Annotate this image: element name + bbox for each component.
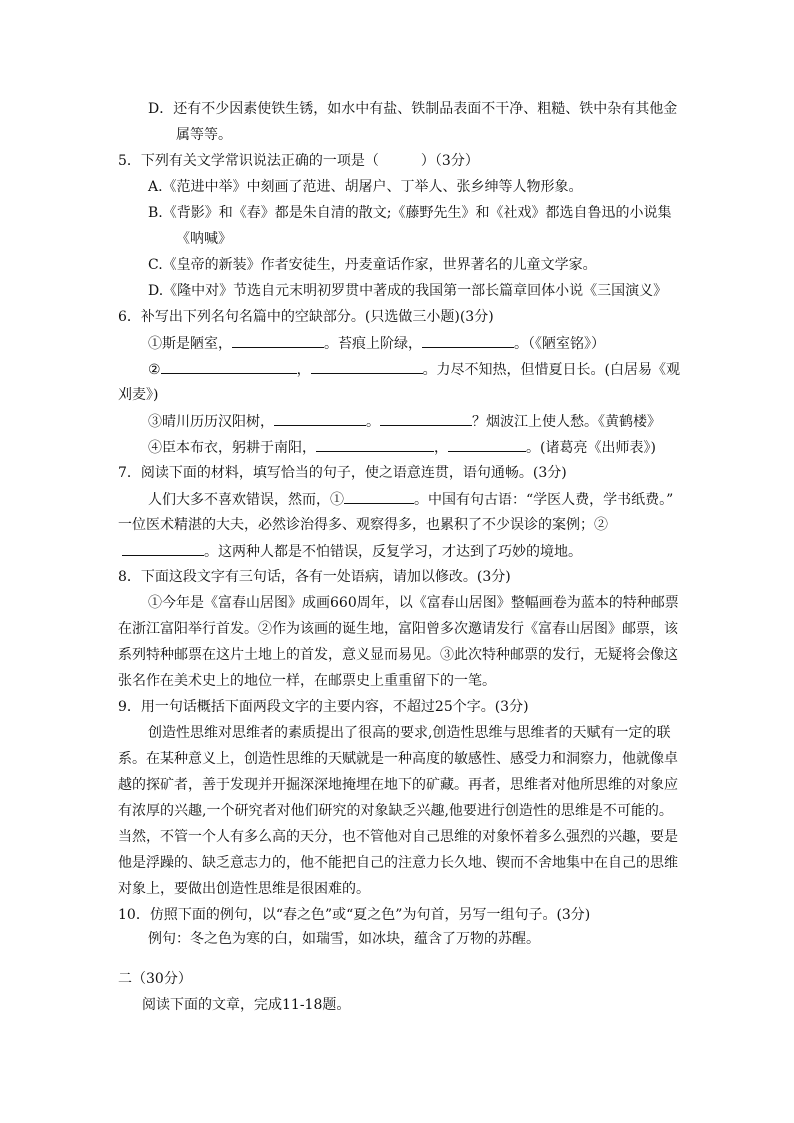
q6-item-3-part-c: ？烟波江上使人愁。《黄鹤楼》 bbox=[472, 414, 661, 430]
q4-option-d-line1: D．还有不少因素使铁生锈，如水中有盐、铁制品表面不干净、粗糙、铁中杂有其他金 bbox=[148, 101, 678, 117]
q10-example: 例句：冬之色为寒的白，如瑞雪，如冰块，蕴含了万物的苏醒。 bbox=[148, 931, 540, 947]
q6-item-3-part-a: ③晴川历历汉阳树， bbox=[148, 414, 274, 430]
q6-item-1-part-a: ①斯是陋室， bbox=[148, 336, 232, 352]
q8-line1: ①今年是《富春山居图》成画660周年，以《富春山居图》整幅画卷为蓝本的特种邮票 bbox=[148, 595, 679, 611]
q8-stem: 8．下面这段文字有三句话，各有一处语病，请加以修改。(3分) bbox=[118, 569, 511, 585]
q7-part-c: 。这两种人都是不怕错误，反复学习，才达到了巧妙的境地。 bbox=[204, 544, 582, 560]
q5-option-b-line2: 《呐喊》 bbox=[176, 231, 232, 247]
q5-option-d: D.《隆中对》节选自元末明初罗贯中著成的我国第一部长篇章回体小说《三国演义》 bbox=[148, 283, 668, 299]
q6-item-2-part-d: 刈麦》) bbox=[118, 387, 159, 403]
q5-option-b-line1: B.《背影》和《春》都是朱自清的散文;《藤野先生》和《社戏》都选自鲁迅的小说集 bbox=[148, 205, 672, 221]
q7-blank-2[interactable] bbox=[122, 541, 204, 556]
q6-item-2-part-b: ， bbox=[296, 362, 311, 378]
q6-item-2-part-c: 。力尽不知热，但惜夏日长。(白居易《观 bbox=[422, 362, 681, 378]
q6-item-2-blank-1[interactable] bbox=[161, 359, 297, 374]
q9-line5: 当然，不管一个人有多么高的天分，也不管他对自己思维的对象怀着多么强烈的兴趣，要是 bbox=[118, 829, 678, 845]
q6-item-3-part-b: 。 bbox=[366, 414, 380, 430]
q6-item-4-blank-2[interactable] bbox=[448, 437, 526, 452]
q5-option-a: A.《范进中举》中刻画了范进、胡屠户、丁举人、张乡绅等人物形象。 bbox=[148, 179, 583, 195]
q10-stem: 10．仿照下面的例句，以“春之色”或“夏之色”为句首，另写一组句子。(3分) bbox=[118, 907, 591, 923]
q9-line4: 有浓厚的兴趣,一个研究者对他们研究的对象缺乏兴趣,他要进行创造性的思维是不可能的。 bbox=[118, 803, 673, 819]
q6-item-4-part-a: ④臣本布衣，躬耕于南阳， bbox=[148, 440, 316, 456]
q6-stem: 6．补写出下列名句名篇中的空缺部分。(只选做三小题)(3分) bbox=[118, 309, 494, 325]
q8-line4: 张名作在美术史上的地位一样，在邮票史上重重留下的一笔。 bbox=[118, 673, 496, 689]
q9-line1: 创造性思维对思维者的素质提出了很高的要求,创造性思维与思维者的天赋有一定的联 bbox=[148, 725, 671, 741]
q6-item-1-blank-2[interactable] bbox=[422, 333, 514, 348]
q5-option-c: C.《皇帝的新装》作者安徒生，丹麦童话作家，世界著名的儿童文学家。 bbox=[148, 257, 597, 273]
section-2-intro: 阅读下面的文章，完成11-18题。 bbox=[142, 997, 351, 1013]
q7-blank-1[interactable] bbox=[344, 489, 414, 504]
q6-item-3 bbox=[148, 411, 661, 432]
q7-part-a: 人们大多不喜欢错误，然而，① bbox=[148, 492, 344, 508]
q6-item-2-part-a: ② bbox=[148, 362, 161, 378]
q6-item-3-blank-1[interactable] bbox=[274, 411, 366, 426]
q6-item-1-part-c: 。（《陋室铭》） bbox=[514, 336, 605, 352]
q8-line2: 在浙江富阳举行首发。②作为该画的诞生地，富阳曾多次邀请发行《富春山居图》邮票，该 bbox=[118, 621, 678, 637]
q7-part-b: 。中国有句古语：“学医人费，学书纸费。” bbox=[414, 492, 674, 508]
q7-stem: 7．阅读下面的材料，填写恰当的句子，使之语意连贯，语句通畅。(3分) bbox=[118, 465, 567, 481]
q9-line2: 系。在某种意义上，创造性思维的天赋就是一种高度的敏感性、感受力和洞察力，他就像卓 bbox=[118, 751, 678, 767]
q7-para-line2: 一位医术精湛的大夫，必然诊治得多、观察得多，也累积了不少误诊的案例；② bbox=[118, 517, 608, 533]
q9-line6: 他是浮躁的、缺乏意志力的，他不能把自己的注意力长久地、锲而不舍地集中在自己的思维 bbox=[118, 855, 678, 871]
q6-item-1-part-b: 。苔痕上阶绿， bbox=[324, 336, 422, 352]
q6-item-4-part-b: ， bbox=[434, 440, 448, 456]
q6-item-1 bbox=[148, 333, 605, 354]
q7-para-line3 bbox=[122, 541, 582, 562]
q9-stem: 9．用一句话概括下面两段文字的主要内容，不超过25个字。(3分) bbox=[118, 699, 529, 715]
q6-item-2-blank-2[interactable] bbox=[311, 359, 423, 374]
q6-item-4 bbox=[148, 437, 656, 458]
section-2-heading: 二（30分） bbox=[118, 971, 192, 987]
q7-para-line1 bbox=[148, 489, 673, 510]
q4-option-d-line2: 属等等。 bbox=[176, 127, 232, 143]
q6-item-3-blank-2[interactable] bbox=[380, 411, 472, 426]
q6-item-1-blank-1[interactable] bbox=[232, 333, 324, 348]
q8-line3: 系列特种邮票在这片土地上的首发，意义显而易见。③此次特种邮票的发行，无疑将会像这 bbox=[118, 647, 678, 663]
q6-item-4-blank-1[interactable] bbox=[316, 437, 434, 452]
q5-stem: 5．下列有关文学常识说法正确的一项是（ ）（3分） bbox=[118, 153, 479, 169]
q6-item-2 bbox=[148, 359, 680, 380]
q9-line3: 越的探矿者，善于发现并开掘深深地掩埋在地下的矿藏。再者，思维者对他所思维的对象应 bbox=[118, 777, 678, 793]
q6-item-4-part-c: 。(诸葛亮《出师表》) bbox=[526, 440, 656, 456]
q9-line7: 对象上，要做出创造性思维是很困难的。 bbox=[118, 881, 370, 897]
